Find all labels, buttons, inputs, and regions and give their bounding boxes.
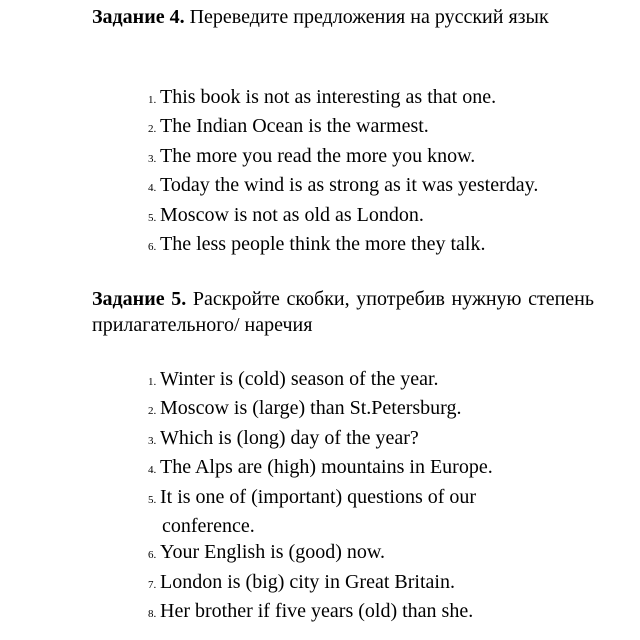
item-number: 5. — [148, 493, 157, 506]
task-5-list — [148, 366, 594, 628]
list-item — [148, 569, 594, 598]
task-4-list — [148, 84, 594, 260]
task-5-instruction: Раскройте скобки, употребив нужную степень прилагательного/ наречия — [92, 288, 595, 336]
item-number: 8. — [148, 608, 157, 621]
item-number: 2. — [148, 123, 157, 136]
item-number: 1. — [148, 94, 157, 106]
item-number: 4. — [148, 182, 157, 195]
item-text: Moscow is not as old as London. — [160, 203, 424, 226]
list-item — [148, 84, 594, 113]
list-item — [148, 366, 594, 395]
item-text: Today the wind is as strong as it was yesterday. — [160, 174, 539, 197]
list-item — [148, 484, 594, 540]
item-number: 3. — [148, 434, 157, 447]
item-number: 7. — [148, 578, 157, 591]
list-item — [148, 231, 594, 260]
item-number: 5. — [148, 211, 157, 224]
list-item — [148, 172, 594, 201]
task-4-section — [92, 4, 594, 256]
list-item — [148, 598, 594, 627]
item-number: 6. — [148, 241, 157, 254]
item-number: 3. — [148, 152, 157, 165]
item-text: It is one of (important) questions of our — [160, 485, 477, 508]
list-item — [148, 425, 594, 454]
item-text: London is (big) city in Great Britain. — [160, 570, 455, 593]
item-text: This book is not as interesting as that one. — [160, 86, 497, 108]
item-text: The Alps are (high) mountains in Europe. — [160, 456, 493, 479]
item-number: 6. — [148, 549, 157, 562]
list-item — [148, 143, 594, 172]
item-text: Moscow is (large) than St.Petersburg. — [160, 397, 462, 420]
item-number: 2. — [148, 405, 157, 418]
task-4-heading — [92, 4, 594, 30]
list-item — [148, 202, 594, 231]
list-item — [148, 454, 594, 483]
task-5-heading — [92, 286, 594, 338]
list-item — [148, 395, 594, 424]
task-5-section — [92, 286, 595, 623]
item-text: Winter is (cold) season of the year. — [160, 368, 439, 390]
task-5-label: Задание 5. — [92, 288, 187, 310]
item-number: 1. — [148, 376, 157, 388]
item-text: The Indian Ocean is the warmest. — [160, 115, 429, 138]
item-text: The more you read the more you know. — [160, 144, 476, 167]
task-4-label: Задание 4. — [92, 6, 185, 28]
list-item — [148, 113, 594, 142]
task-4-instruction: Переведите предложения на русский язык — [189, 6, 549, 28]
list-item — [148, 539, 594, 568]
item-text: Your English is (good) now. — [160, 541, 386, 564]
item-text: The less people think the more they talk. — [160, 233, 486, 256]
item-number: 4. — [148, 464, 157, 477]
item-text-continuation: conference. — [162, 515, 255, 538]
item-text: Her brother if five years (old) than she. — [160, 600, 474, 623]
item-text: Which is (long) day of the year? — [160, 426, 419, 449]
